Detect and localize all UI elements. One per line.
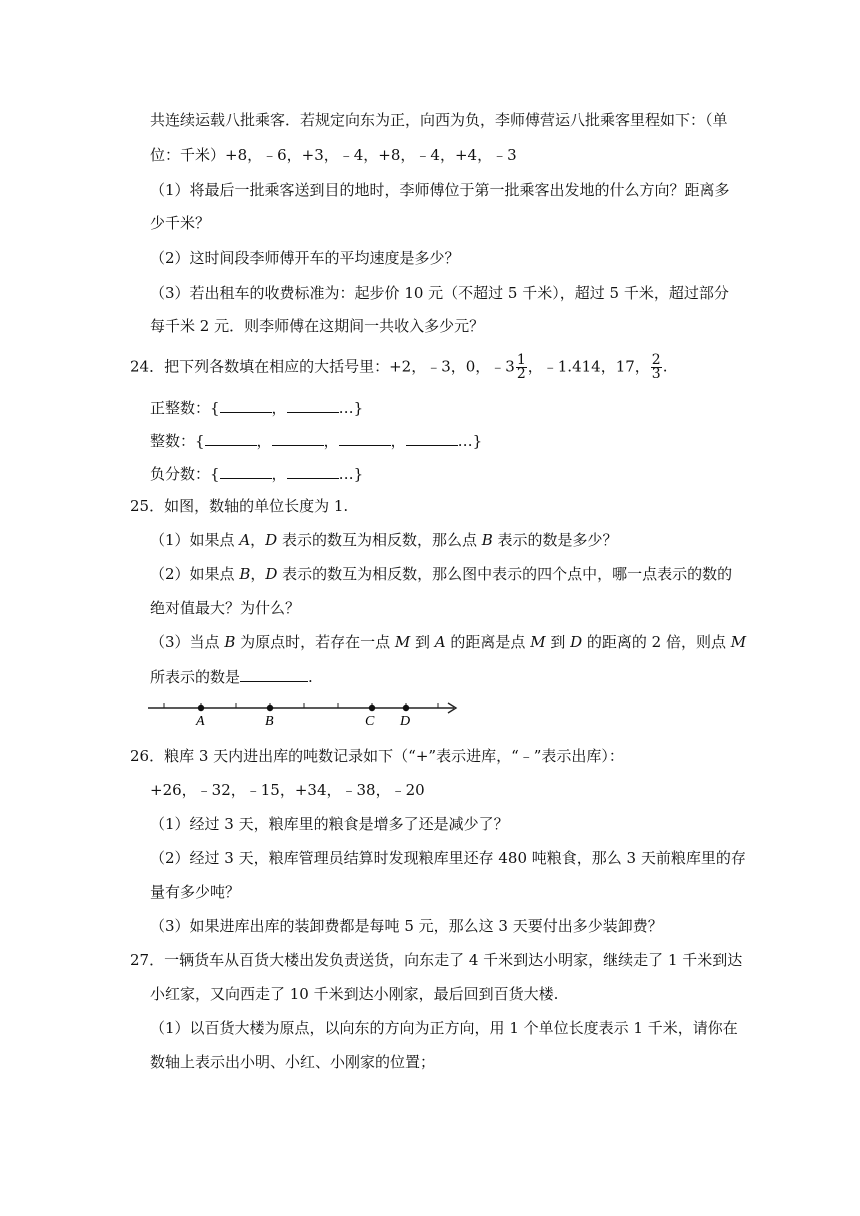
fraction-one-half: $\frac{1}{2}$ <box>516 352 526 382</box>
answer-blank[interactable] <box>205 430 257 446</box>
q27-stem-line1: 27．一辆货车从百货大楼出发负责送货，向东走了 4 千米到达小明家，继续走了 1 千米到达 <box>130 951 743 969</box>
q26-stem: 26．粮库 3 天内进出库的吨数记录如下（“+”表示进库，“﹣”表示出库）： <box>130 747 624 765</box>
q25-stem: 25．如图，数轴的单位长度为 1. <box>130 497 349 515</box>
point-D <box>403 705 409 711</box>
label-C: C <box>365 714 375 729</box>
question-number: 27． <box>130 951 165 969</box>
answer-blank[interactable] <box>339 430 391 446</box>
q26-part2-line2: 量有多少吨？ <box>150 883 241 901</box>
label-D: D <box>400 714 411 729</box>
point-C <box>369 705 375 711</box>
q26-data: +26，﹣32，﹣15，+34，﹣38，﹣20 <box>150 781 425 799</box>
point-B <box>267 705 273 711</box>
q23-part1-line2: 少千米？ <box>150 214 211 232</box>
number-line-figure <box>148 700 468 732</box>
answer-blank[interactable] <box>272 430 324 446</box>
q27-part1-line1: （1）以百货大楼为原点，以向东的方向为正方向，用 1 个单位长度表示 1 千米，请你在 <box>150 1019 738 1037</box>
question-number: 25． <box>130 497 165 515</box>
q26-part3: （3）如果进库出库的装卸费都是每吨 5 元，那么这 3 天要付出多少装卸费？ <box>150 917 663 935</box>
q23-part2: （2）这时间段李师傅开车的平均速度是多少？ <box>150 249 460 267</box>
q23-part3-line2: 每千米 2 元．则李师傅在这期间一共收入多少元？ <box>150 317 485 335</box>
point-A <box>198 705 204 711</box>
q23-line2: 位：千米）+8，﹣6，+3，﹣4，+8，﹣4，+4，﹣3 <box>150 146 517 164</box>
answer-blank[interactable] <box>287 463 339 479</box>
q24-integers: 整数：{ ， ， ， …} <box>150 432 483 450</box>
answer-blank[interactable] <box>220 463 272 479</box>
answer-blank[interactable] <box>240 666 308 682</box>
q27-stem-line2: 小红家，又向西走了 10 千米到达小刚家，最后回到百货大楼. <box>150 985 559 1003</box>
question-number: 26． <box>130 747 165 765</box>
q25-part3-line1: （3）当点 B 为原点时，若存在一点 M 到 A 的距离是点 M 到 D 的距离的 2 倍，则点 M <box>150 633 747 651</box>
q25-part3-line2: 所表示的数是 . <box>150 668 313 686</box>
q26-part2-line1: （2）经过 3 天，粮库管理员结算时发现粮库里还存 480 吨粮食，那么 3 天前粮库里的存 <box>150 849 746 867</box>
q27-part1-line2: 数轴上表示出小明、小红、小刚家的位置； <box>150 1053 436 1071</box>
fraction-two-thirds: $\frac{2}{3}$ <box>651 352 661 382</box>
answer-blank[interactable] <box>220 397 272 413</box>
q24-stem: 24．把下列各数填在相应的大括号里：+2，﹣3，0，﹣3 $\frac{1}{2}$ ，﹣1.414，17， $\frac{2}{3}$ . <box>130 352 668 382</box>
q24-negative-fractions: 负分数：{ ， …} <box>150 465 364 483</box>
q25-part2-line1: （2）如果点 B，D 表示的数互为相反数，那么图中表示的四个点中，哪一点表示的数的 <box>150 565 733 583</box>
answer-blank[interactable] <box>287 397 339 413</box>
answer-blank[interactable] <box>406 430 458 446</box>
q23-part3-line1: （3）若出租车的收费标准为：起步价 10 元（不超过 5 千米），超过 5 千米，超过部分 <box>150 284 729 302</box>
q24-positive-integers: 正整数：{ ， …} <box>150 399 364 417</box>
question-number: 24． <box>130 357 165 376</box>
q23-line1: 共连续运载八批乘客．若规定向东为正，向西为负，李师傅营运八批乘客里程如下：（单 <box>150 111 728 129</box>
q25-part1: （1）如果点 A，D 表示的数互为相反数，那么点 B 表示的数是多少？ <box>150 531 618 549</box>
q23-part1-line1: （1）将最后一批乘客送到目的地时，李师傅位于第一批乘客出发地的什么方向？距离多 <box>150 181 730 199</box>
label-B: B <box>265 714 274 729</box>
q25-part2-line2: 绝对值最大？为什么？ <box>150 599 301 617</box>
label-A: A <box>196 714 205 729</box>
q26-part1: （1）经过 3 天，粮库里的粮食是增多了还是减少了？ <box>150 815 509 833</box>
tick-marks <box>164 703 438 708</box>
